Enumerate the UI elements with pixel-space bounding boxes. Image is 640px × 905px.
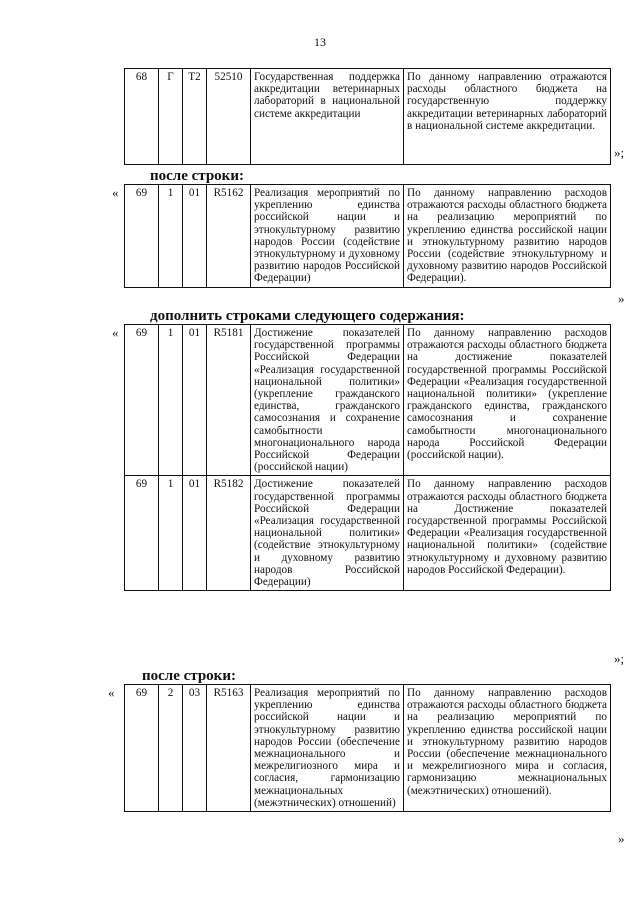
table-row (125, 476, 611, 591)
table-row (125, 185, 611, 288)
expense-name: Достижение показателей государственной программы Российской Федерации «Реализация государственной национальной политики» (содействие этнокультурному и духовному развитию народов Российской Федерации) (251, 476, 404, 591)
page-number: 13 (314, 35, 326, 49)
program-code: 69 (125, 685, 159, 812)
instruction-add-rows: дополнить строками следующего содержания: (150, 308, 465, 324)
expense-name: Реализация мероприятий по укреплению единства российской нации и этнокультурному развитию народов России (содействие этнокультурному и духовному развитию народов Российской Федерации) (251, 185, 404, 288)
table-row (125, 685, 611, 812)
program-code: 69 (125, 476, 159, 591)
expense-name: Государственная поддержка аккредитации ветеринарных лабораторий в национальной системе аккредитации (251, 69, 404, 165)
opening-quote-mark: « (112, 325, 119, 340)
opening-quote-mark: « (112, 185, 119, 200)
activity-code: 03 (183, 685, 207, 812)
table-row (125, 325, 611, 476)
budget-table-block (124, 184, 611, 288)
subprogram-code: 1 (159, 185, 183, 288)
budget-table-block (124, 684, 611, 812)
budget-table-block (124, 324, 611, 591)
expense-name: Достижение показателей государственной программы Российской Федерации «Реализация государственной национальной политики» (укрепление гражданского единства, гражданского самосознания и сохранение самобытности многонационального народа Российской Федерации (российской нации) (251, 325, 404, 476)
activity-code: 01 (183, 476, 207, 591)
expense-description: По данному направлению расходов отражаются расходы областного бюджета на Достижение показателей государственной программы Российской Федерации «Реализация государственной национальной политики» (содействие этнокультурному и духовному развитию народов Российской Федерации). (404, 476, 611, 591)
subprogram-code: Г (159, 69, 183, 165)
subprogram-code: 2 (159, 685, 183, 812)
expense-description: По данному направлению расходов отражаются расходы областного бюджета на реализацию мероприятий по укреплению единства российской нации и этнокультурному развитию народов России (обеспечение межнационального и межрелигиозного мира и согласия, гармонизацию межнациональных (межэтнических) отношений). (404, 685, 611, 812)
activity-code: 01 (183, 325, 207, 476)
instruction-after-row: после строки: (150, 168, 244, 184)
closing-quote-mark: »; (614, 651, 625, 666)
program-code: 69 (125, 185, 159, 288)
closing-quote-mark: » (618, 831, 625, 846)
expense-description: По данному направлению отражаются расходы областного бюджета на государственную поддержку аккредитации ветеринарных лабораторий в национальной системе аккредитации. (404, 69, 611, 165)
activity-code: 01 (183, 185, 207, 288)
closing-quote-mark: » (618, 291, 625, 306)
opening-quote-mark: « (108, 685, 115, 700)
subprogram-code: 1 (159, 325, 183, 476)
direction-code: 52510 (207, 69, 251, 165)
instruction-after-row: после строки: (142, 668, 236, 684)
closing-quote-mark: »; (614, 145, 625, 160)
expense-description: По данному направлению расходов отражаются расходы областного бюджета на реализацию мероприятий по укреплению единства российской нации и этнокультурному развитию народов России (содействие этнокультурному и духовному развитию народов Российской Федерации). (404, 185, 611, 288)
subprogram-code: 1 (159, 476, 183, 591)
direction-code: R5163 (207, 685, 251, 812)
direction-code: R5182 (207, 476, 251, 591)
budget-table-block (124, 68, 611, 165)
program-code: 69 (125, 325, 159, 476)
table-row (125, 69, 611, 165)
activity-code: Т2 (183, 69, 207, 165)
direction-code: R5181 (207, 325, 251, 476)
expense-name: Реализация мероприятий по укреплению единства российской нации и этнокультурному развитию народов России (обеспечение межнационального и межрелигиозного мира и согласия, гармонизацию межнациональных (межэтнических) отношений) (251, 685, 404, 812)
program-code: 68 (125, 69, 159, 165)
direction-code: R5162 (207, 185, 251, 288)
expense-description: По данному направлению расходов отражаются расходы областного бюджета на достижение показателей государственной программы Российской Федерации «Реализация государственной национальной политики» (укрепление гражданского единства, гражданского самосознания и сохранение самобытности многонационального народа Российской Федерации (российской нации). (404, 325, 611, 476)
